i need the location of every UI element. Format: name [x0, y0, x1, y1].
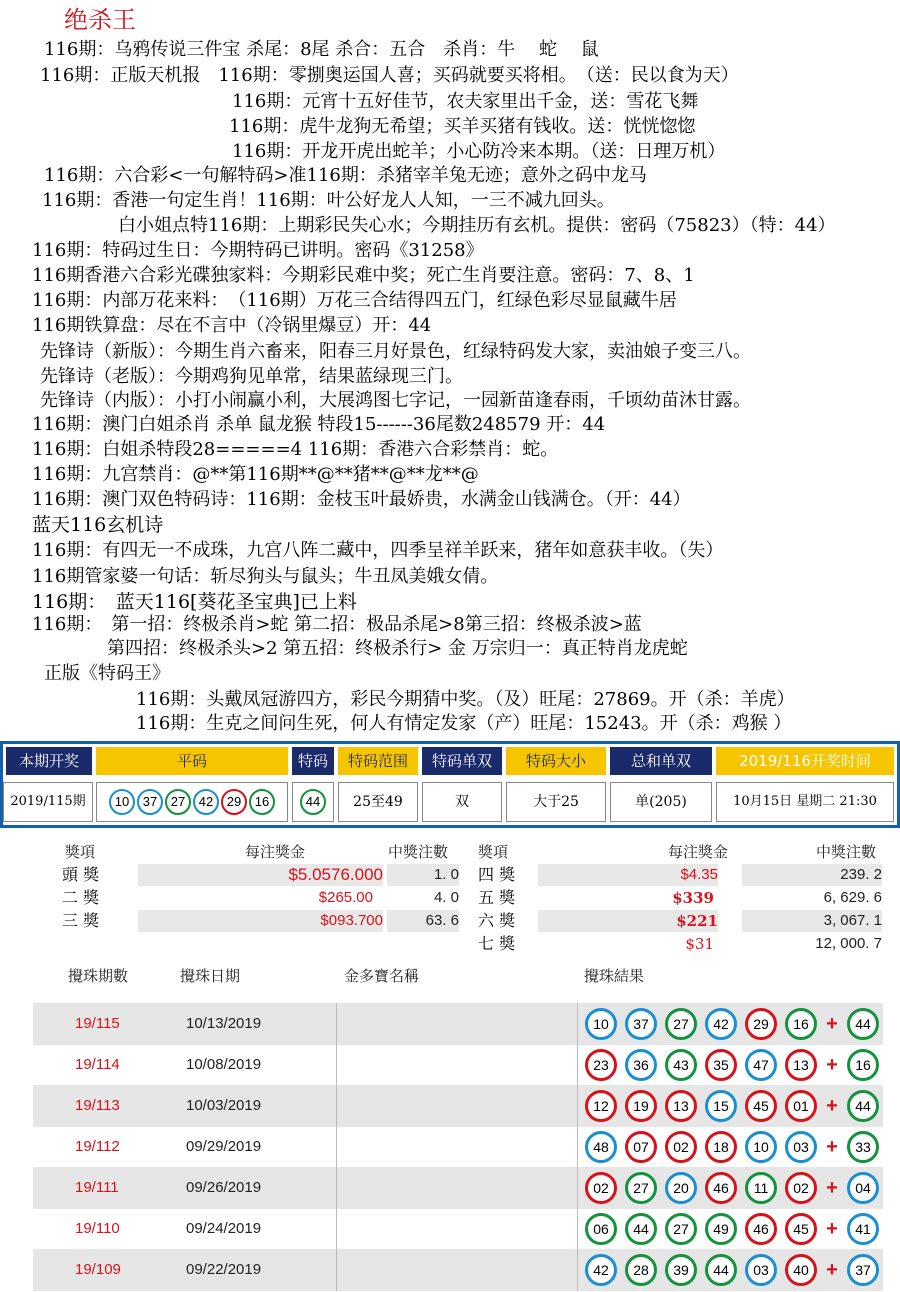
special-ball: 44: [847, 1008, 879, 1040]
tip-line: 116期：六合彩<一句解特码>准116期：杀猪宰羊兔无迹；意外之码中龙马: [44, 165, 647, 186]
prize-name: 二 獎: [62, 888, 100, 907]
number-ball: 44: [705, 1254, 737, 1286]
tip-line: 116期：有四无一不成珠，九宫八阵二藏中，四季呈祥羊跃来，猪年如意获丰收。（失）: [32, 540, 724, 561]
tip-line: 先锋诗（老版）：今期鸡狗见单常，结果蓝绿现三门。: [40, 366, 463, 387]
number-ball: 37: [625, 1008, 657, 1040]
draw-result-panel: [0, 741, 900, 828]
prize-count: 12, 000. 7: [815, 935, 882, 952]
prize-name: 五 獎: [478, 888, 516, 907]
number-ball: 07: [625, 1131, 657, 1163]
prize-row: [478, 910, 882, 932]
number-ball: 46: [705, 1172, 737, 1204]
header-special-size: 特码大小: [506, 747, 606, 775]
special-ball: 44: [847, 1090, 879, 1122]
special-size: 大于25: [506, 782, 606, 822]
number-ball: 48: [585, 1131, 617, 1163]
number-ball: 44: [625, 1213, 657, 1245]
tip-heading: 蓝天116玄机诗: [32, 514, 164, 536]
draw-number: 19/114: [75, 1056, 120, 1073]
tip-line: 正版《特码王》: [44, 663, 170, 684]
plus-icon: +: [826, 1258, 838, 1281]
tip-line: 116期：乌鸦传说三件宝 杀尾：8尾 杀合：五合 杀肖：牛 蛇 鼠: [44, 39, 599, 60]
history-header-name: 金多寶名稱: [344, 967, 420, 985]
history-header-no: 攪珠期數: [68, 967, 129, 985]
draw-date: 09/22/2019: [186, 1261, 262, 1278]
prize-header-item: 獎項: [478, 843, 509, 861]
header-special-number: 特码: [292, 747, 334, 775]
prize-row: [62, 910, 462, 932]
draw-number: 19/112: [75, 1138, 120, 1155]
number-ball: 27: [165, 789, 191, 815]
history-row: [33, 1003, 883, 1045]
plus-icon: +: [826, 1053, 838, 1076]
number-ball: 29: [221, 789, 247, 815]
draw-date: 10/03/2019: [186, 1097, 262, 1114]
number-ball: 19: [625, 1090, 657, 1122]
prize-row: [478, 933, 882, 955]
number-ball: 11: [745, 1172, 777, 1204]
tip-line: 116期管家婆一句话：斩尽狗头与鼠头；牛丑凤美娥女倩。: [32, 566, 499, 587]
header-current-draw: 本期开奖: [6, 747, 92, 775]
tip-line: 先锋诗（新版）：今期生肖六畜来，阳春三月好景色，红绿特码发大家，卖油娘子变三八。: [40, 341, 751, 362]
prize-header-amount: 每注獎金: [668, 843, 729, 861]
draw-number: 19/109: [75, 1261, 121, 1278]
number-ball: 45: [745, 1090, 777, 1122]
jackpot-name-cell: [336, 1167, 578, 1209]
regular-numbers: [96, 782, 288, 822]
tip-line: 116期：元宵十五好佳节，农夫家里出千金，送：雪花飞舞: [232, 91, 699, 112]
number-ball: 35: [705, 1049, 737, 1081]
jackpot-name-cell: [336, 1208, 578, 1250]
prize-count: 239. 2: [742, 864, 882, 886]
number-ball: 10: [585, 1008, 617, 1040]
plus-icon: +: [826, 1094, 838, 1117]
tip-line: 116期：香港一句定生肖！116期：叶公好龙人人知，一三不减九回头。: [42, 190, 615, 211]
history-row: [33, 1044, 883, 1086]
number-ball: 46: [745, 1213, 777, 1245]
number-ball: 18: [705, 1131, 737, 1163]
history-header-result: 攪珠結果: [584, 967, 645, 985]
number-ball: 29: [745, 1008, 777, 1040]
prize-amount: $221: [538, 910, 718, 932]
number-ball: 49: [705, 1213, 737, 1245]
number-ball: 40: [785, 1254, 817, 1286]
plus-icon: +: [826, 1217, 838, 1240]
prize-row: [62, 864, 462, 886]
draw-result-balls: [585, 1008, 879, 1040]
jackpot-name-cell: [336, 1003, 578, 1045]
jackpot-name-cell: [336, 1044, 578, 1086]
tip-line: 白小姐点特116期：上期彩民失心水；今期挂历有玄机。提供：密码（75823）（特：44）: [118, 215, 836, 236]
prize-name: 頭 獎: [62, 865, 100, 884]
prize-row: [478, 864, 882, 886]
prize-header-amount: 每注獎金: [245, 843, 306, 861]
tip-line: 116期：白姐杀特段28=====4 116期：香港六合彩禁肖：蛇。: [32, 439, 559, 460]
draw-number: 19/115: [75, 1015, 120, 1032]
plus-icon: +: [826, 1176, 838, 1199]
number-ball: 47: [745, 1049, 777, 1081]
prize-count: 3, 067. 1: [742, 910, 882, 932]
draw-date: 10/13/2019: [186, 1015, 262, 1032]
number-ball: 10: [109, 789, 135, 815]
tip-line: 先锋诗（内版）：小打小闹赢小利，大展鸿图七字记，一园新苗逢春雨，千顷幼苗沐甘露。: [40, 390, 751, 411]
tip-line: 116期：澳门白姐杀肖 杀单 鼠龙猴 特段15------36尾数248579 开：44: [32, 414, 606, 435]
prize-count: 1. 0: [387, 864, 459, 886]
tip-line: 116期：开龙开虎出蛇羊；小心防冷来本期。（送：日理万机）: [232, 141, 726, 162]
tip-line: 116期：九宫禁肖：@**第116期**@**猪**@**龙**@: [32, 464, 479, 485]
sum-odd-even: 单(205): [610, 782, 712, 822]
page-title: 绝杀王: [64, 6, 136, 34]
prize-header-count: 中獎注數: [388, 843, 449, 861]
special-ball: 41: [847, 1213, 879, 1245]
prize-name: 七 獎: [478, 934, 516, 953]
number-ball: 02: [665, 1131, 697, 1163]
number-ball: 27: [665, 1008, 697, 1040]
special-range: 25至49: [338, 782, 418, 822]
draw-result-balls: [585, 1131, 879, 1163]
special-number: [292, 782, 334, 822]
draw-result-balls: [585, 1090, 879, 1122]
history-row: [33, 1208, 883, 1250]
number-ball: 16: [785, 1008, 817, 1040]
number-ball: 43: [665, 1049, 697, 1081]
draw-number: 19/110: [75, 1220, 120, 1237]
number-ball: 37: [137, 789, 163, 815]
number-ball: 03: [745, 1254, 777, 1286]
special-odd-even: 双: [422, 782, 502, 822]
special-ball: 04: [847, 1172, 879, 1204]
number-ball: 13: [665, 1090, 697, 1122]
special-ball: 33: [847, 1131, 879, 1163]
tip-line: 116期铁算盘：尽在不言中（冷锅里爆豆）开：44: [32, 315, 432, 336]
number-ball: 27: [625, 1172, 657, 1204]
tip-line: 116期： 蓝天116[葵花圣宝典]已上料: [32, 591, 357, 613]
prize-amount: $31: [685, 935, 714, 953]
history-row: [33, 1167, 883, 1209]
plus-icon: +: [826, 1012, 838, 1035]
number-ball: 02: [585, 1172, 617, 1204]
prize-name: 四 獎: [478, 865, 516, 884]
history-row: [33, 1249, 883, 1291]
jackpot-name-cell: [336, 1085, 578, 1127]
draw-result-balls: [585, 1254, 879, 1286]
draw-number: 19/113: [75, 1097, 120, 1114]
number-ball: 23: [585, 1049, 617, 1081]
tip-line: 116期：虎牛龙狗无希望；买羊买猪有钱收。送：恍恍惚惚: [229, 116, 696, 137]
number-ball: 42: [705, 1008, 737, 1040]
history-row: [33, 1126, 883, 1168]
prize-amount: $265.00: [318, 889, 373, 906]
header-next-draw-time: 2019/116开奖时间: [716, 747, 894, 775]
special-ball: 44: [300, 789, 326, 815]
tip-line: 116期：澳门双色特码诗：116期：金枝玉叶最娇贵，水满金山钱满仓。（开：44）: [32, 489, 691, 510]
draw-number: 19/111: [75, 1179, 119, 1196]
tip-line: 第四招：终极杀头>2 第五招：终极杀行> 金 万宗归一：真正特肖龙虎蛇: [107, 638, 688, 659]
draw-result-balls: [585, 1172, 879, 1204]
number-ball: 36: [625, 1049, 657, 1081]
number-ball: 20: [665, 1172, 697, 1204]
number-ball: 12: [585, 1090, 617, 1122]
header-special-range: 特码范围: [338, 747, 418, 775]
number-ball: 28: [625, 1254, 657, 1286]
tip-line: 116期香港六合彩光碟独家料：今期彩民难中奖；死亡生肖要注意。密码：7、8、1: [32, 265, 695, 286]
issue-number: 2019/115期: [3, 782, 93, 822]
number-ball: 10: [745, 1131, 777, 1163]
number-ball: 39: [665, 1254, 697, 1286]
draw-date: 09/24/2019: [186, 1220, 262, 1237]
prize-name: 三 獎: [62, 911, 100, 930]
special-ball: 37: [847, 1254, 879, 1286]
number-ball: 06: [585, 1213, 617, 1245]
tip-line: 116期：内部万花来料： （116期）万花三合结得四五门，红绿色彩尽显鼠藏牛居: [32, 290, 677, 311]
number-ball: 27: [665, 1213, 697, 1245]
tip-line: 116期：生克之间问生死，何人有情定发家（产）旺尾：15243。开（杀：鸡猴 ）: [136, 713, 792, 734]
number-ball: 16: [249, 789, 275, 815]
draw-date: 09/29/2019: [186, 1138, 262, 1155]
tip-line: 116期：正版天机报 116期：零捌奥运国人喜；买码就要买将相。 （送：民以食为天）: [40, 65, 739, 86]
prize-header-item: 獎項: [65, 843, 96, 861]
history-header-date: 攪珠日期: [180, 967, 241, 985]
next-draw-time: 10月15日 星期二 21:30: [716, 782, 894, 822]
header-special-odd-even: 特码单双: [422, 747, 502, 775]
number-ball: 45: [785, 1213, 817, 1245]
prize-amount: $5.0576.000: [138, 864, 383, 886]
number-ball: 42: [585, 1254, 617, 1286]
jackpot-name-cell: [336, 1249, 578, 1291]
number-ball: 01: [785, 1090, 817, 1122]
prize-amount: $339: [672, 889, 714, 907]
prize-row: [478, 887, 882, 909]
draw-date: 09/26/2019: [186, 1179, 262, 1196]
history-row: [33, 1085, 883, 1127]
plus-icon: +: [826, 1135, 838, 1158]
tip-line: 116期：头戴凤冠游四方，彩民今期猜中奖。（及）旺尾：27869。开（杀：羊虎）: [136, 689, 795, 710]
prize-count: 63. 6: [387, 910, 459, 932]
draw-result-balls: [585, 1049, 879, 1081]
header-sum-odd-even: 总和单双: [610, 747, 712, 775]
prize-row: [62, 887, 462, 909]
number-ball: 13: [785, 1049, 817, 1081]
number-ball: 15: [705, 1090, 737, 1122]
prize-name: 六 獎: [478, 911, 516, 930]
number-ball: 03: [785, 1131, 817, 1163]
jackpot-name-cell: [336, 1126, 578, 1168]
number-ball: 42: [193, 789, 219, 815]
tip-line: 116期： 第一招：终极杀肖>蛇 第二招：极品杀尾>8第三招：终极杀波>蓝: [32, 614, 642, 635]
prize-count: 6, 629. 6: [823, 889, 882, 906]
tip-line: 116期：特码过生日：今期特码已讲明。密码《31258》: [32, 240, 484, 261]
prize-header-count: 中獎注數: [816, 843, 877, 861]
draw-date: 10/08/2019: [186, 1056, 262, 1073]
prize-amount: $4.35: [538, 864, 718, 886]
number-ball: 02: [785, 1172, 817, 1204]
draw-result-balls: [585, 1213, 879, 1245]
header-regular-numbers: 平码: [96, 747, 288, 775]
special-ball: 16: [847, 1049, 879, 1081]
prize-count: 4. 0: [433, 889, 459, 906]
prize-amount: $093.700: [138, 910, 383, 932]
